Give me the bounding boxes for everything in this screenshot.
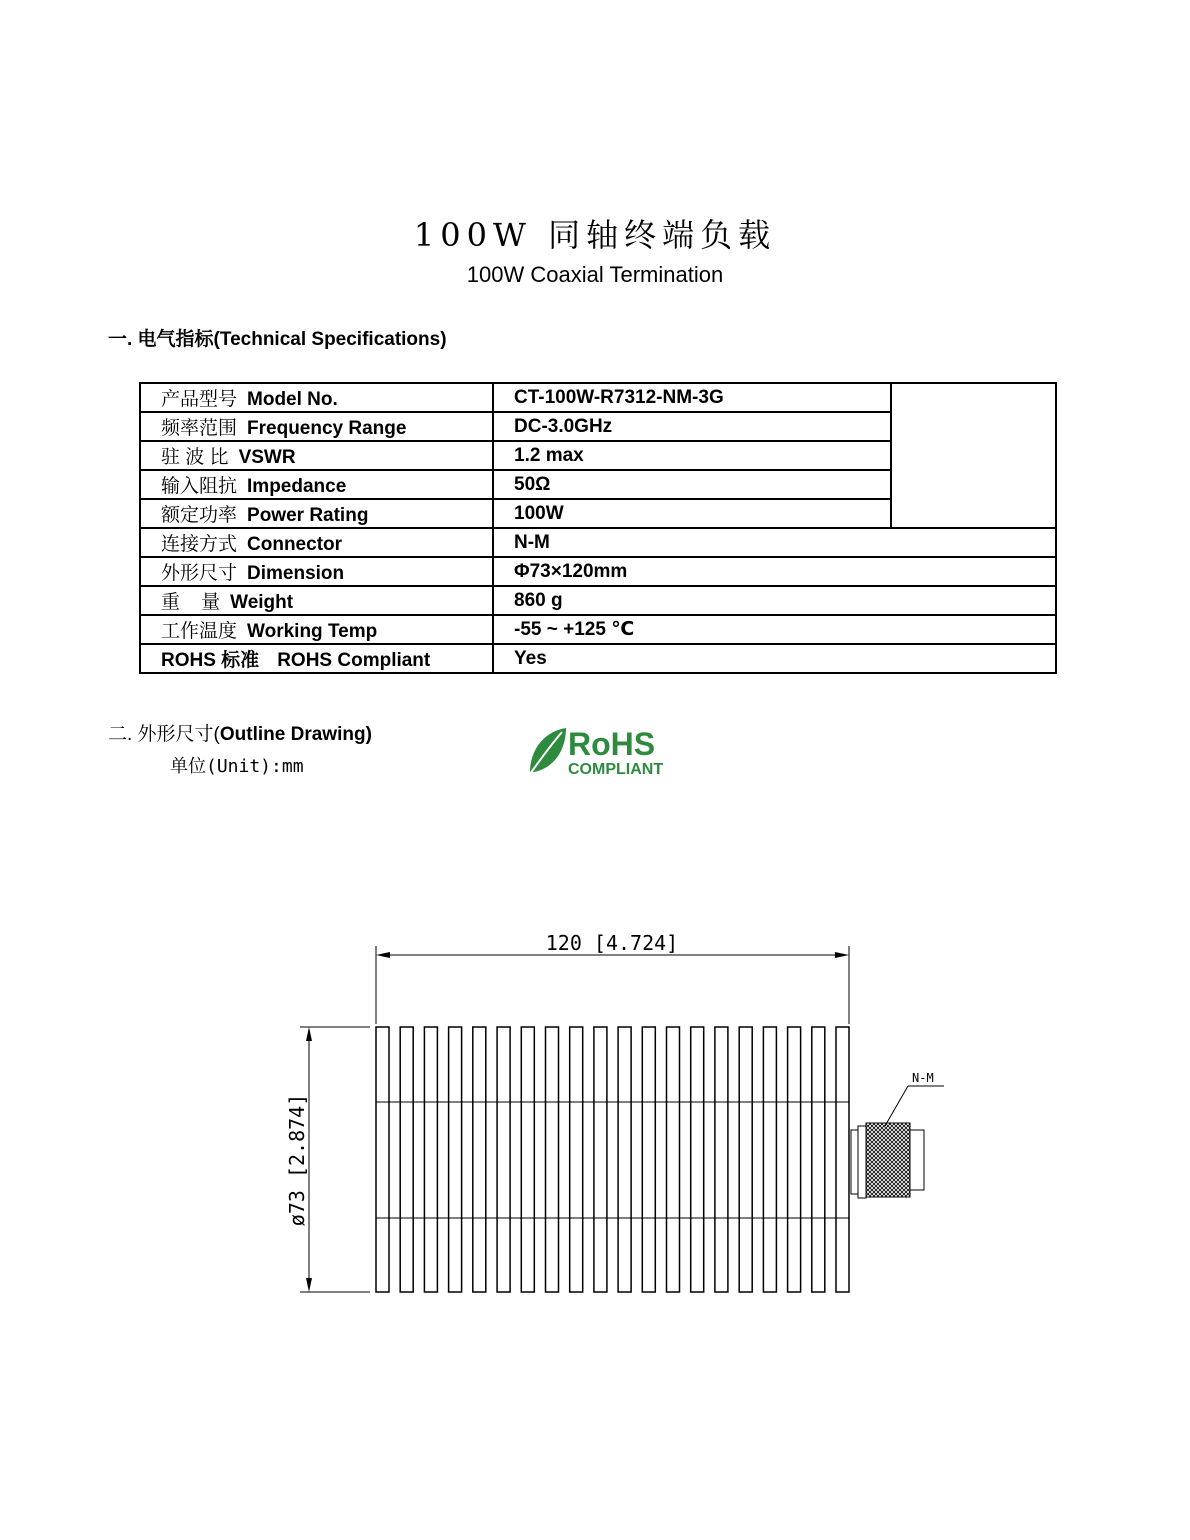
spec-value: Φ73×120mm xyxy=(493,557,1056,586)
heatsink-fin xyxy=(812,1027,825,1292)
spec-label xyxy=(140,383,493,412)
connector-body xyxy=(858,1126,866,1198)
connector-leader xyxy=(885,1086,908,1126)
table-row xyxy=(140,528,1056,557)
heatsink-fin xyxy=(715,1027,728,1292)
rohs-text: RoHS xyxy=(568,726,656,762)
section2-heading-cn: 二. 外形尺寸( xyxy=(108,724,220,745)
spec-label xyxy=(140,528,493,557)
label-cn: 产品型号 xyxy=(161,389,238,410)
heatsink-fin xyxy=(667,1027,680,1292)
label-en: Dimension xyxy=(247,563,345,584)
label-cn: 频率范围 xyxy=(161,418,238,439)
heatsink-fin xyxy=(473,1027,486,1292)
arrow-up-icon xyxy=(306,1027,312,1041)
heatsink-fin xyxy=(449,1027,462,1292)
table-row xyxy=(140,615,1056,644)
spec-value: 50Ω xyxy=(493,470,891,499)
spec-value: CT-100W-R7312-NM-3G xyxy=(493,383,891,412)
spec-label xyxy=(140,499,493,528)
heatsink-fins xyxy=(376,1027,849,1292)
spec-label xyxy=(140,586,493,615)
connector-tip xyxy=(910,1130,924,1190)
spec-value: 860 g xyxy=(493,586,1056,615)
label-en: Model No. xyxy=(247,389,338,410)
heatsink-fin xyxy=(497,1027,510,1292)
spec-value: 100W xyxy=(493,499,891,528)
heatsink-fin xyxy=(546,1027,559,1292)
table-row xyxy=(140,644,1056,673)
label-en: Impedance xyxy=(247,476,347,497)
heatsink-fin xyxy=(691,1027,704,1292)
table-row xyxy=(140,383,1056,412)
heatsink-fin xyxy=(424,1027,437,1292)
label-en: Power Rating xyxy=(247,505,369,526)
label-cn: 驻 波 比 xyxy=(161,447,229,468)
page-title-cn: 100W 同轴终端负载 xyxy=(413,216,777,254)
heatsink-fin xyxy=(836,1027,849,1292)
heatsink-fin xyxy=(642,1027,655,1292)
label-en: Working Temp xyxy=(247,621,378,642)
section2-heading xyxy=(108,719,372,746)
label-cn: 额定功率 xyxy=(161,505,238,526)
rohs-logo xyxy=(526,724,676,778)
spec-value: N-M xyxy=(493,528,1056,557)
heatsink-fin xyxy=(763,1027,776,1292)
spec-label xyxy=(140,644,493,673)
spec-label xyxy=(140,557,493,586)
table-row xyxy=(140,557,1056,586)
spec-value: 1.2 max xyxy=(493,441,891,470)
spec-table xyxy=(139,382,1057,674)
arrow-left-icon xyxy=(376,952,390,958)
heatsink-fin xyxy=(594,1027,607,1292)
spec-value: Yes xyxy=(493,644,1056,673)
spec-label xyxy=(140,441,493,470)
connector-flange xyxy=(851,1130,858,1194)
length-label: 120 [4.724] xyxy=(545,931,679,955)
label-cn: 外形尺寸 xyxy=(161,563,238,584)
blank-cell xyxy=(891,383,1056,528)
label-en: Weight xyxy=(230,592,294,613)
section1-heading: 一. 电气指标(Technical Specifications) xyxy=(108,329,447,350)
compliant-text: COMPLIANT xyxy=(568,761,664,778)
label-cn: 输入阻抗 xyxy=(161,476,238,497)
spec-label xyxy=(140,470,493,499)
label-cn: ROHS 标准 xyxy=(161,650,260,671)
table-row xyxy=(140,586,1056,615)
label-cn: 工作温度 xyxy=(161,621,238,642)
spec-value: -55 ~ +125 ℃ xyxy=(493,615,1056,644)
connector-label: N-M xyxy=(912,1071,934,1085)
outline-drawing xyxy=(270,920,970,1320)
heatsink-fin xyxy=(788,1027,801,1292)
heatsink-fin xyxy=(618,1027,631,1292)
diameter-label: ø73 [2.874] xyxy=(285,1093,309,1227)
label-en: ROHS Compliant xyxy=(277,650,431,671)
heatsink-fin xyxy=(400,1027,413,1292)
label-cn: 连接方式 xyxy=(161,534,238,555)
connector-knurl xyxy=(866,1123,910,1197)
heatsink-fin xyxy=(376,1027,389,1292)
unit-note: 单位(Unit):mm xyxy=(170,756,304,777)
section2-heading-en: Outline Drawing) xyxy=(219,724,372,745)
spec-value: DC-3.0GHz xyxy=(493,412,891,441)
label-en: Frequency Range xyxy=(247,418,407,439)
spec-label xyxy=(140,615,493,644)
label-en: VSWR xyxy=(238,447,296,468)
label-en: Connector xyxy=(247,534,343,555)
heatsink-fin xyxy=(570,1027,583,1292)
heatsink-fin xyxy=(739,1027,752,1292)
spec-label xyxy=(140,412,493,441)
page-title-en: 100W Coaxial Termination xyxy=(466,262,724,287)
arrow-down-icon xyxy=(306,1278,312,1292)
arrow-right-icon xyxy=(835,952,849,958)
label-cn: 重 量 xyxy=(161,592,221,613)
heatsink-fin xyxy=(521,1027,534,1292)
leaf-icon xyxy=(530,728,566,774)
